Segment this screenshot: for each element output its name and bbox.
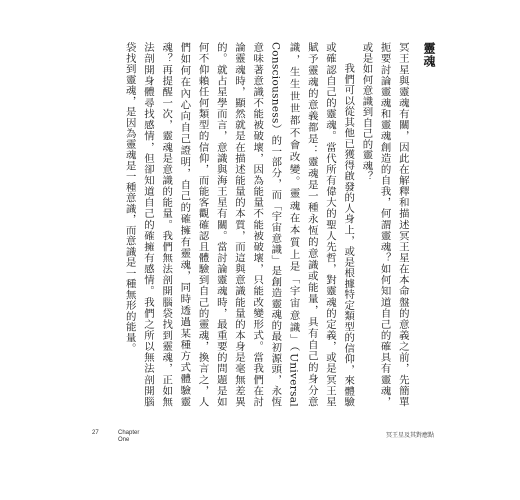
chapter-heading: 靈魂 (422, 42, 436, 68)
running-title: 冥王星及其對應點 (385, 432, 434, 439)
chapter-label-line2: One (118, 437, 130, 443)
vertical-text-body (78, 42, 438, 407)
page-number: 27 (92, 430, 99, 436)
chapter-label-line1: Chapter (118, 430, 140, 436)
paragraph-2: 我們可以從其他已獲得啟發的人身上，或是根據特定類型的信仰，來體驗或確認自己的靈魂。當代所有偉大的聖人先哲，對靈魂的定義，或是冥王星賦予靈魂的意義都是：靈魂是一種永恆的意識或能量，具有自己的身分意識，生生世世都不會改變。靈魂在本質上是「宇宙意識」（Universal Consciousness）的一部分，而「宇宙意識」是創造靈魂的最初源頭，永恆意味著意識不能被破壞，因為能量不能被破壞，只能改變形式。當我們在討論靈魂時，顯然就是在描述能量的本質，而這與意識能量的本身是毫無差異的。就占星學而言，意識與海王星有關。當討論靈魂時，最重要的問題是如何不仰賴任何類型的信仰，而能客觀確認且體驗到自己的靈魂，換言之，人們如何在內心向自己證明，自己的確擁有靈魂，同時透過某種方式體驗靈魂？再提醒一次，靈魂是意識的能量。我們無法剖開腦袋找到靈魂，正如無法剖開身體尋找感情，但卻知道自己的確擁有感情。我們之所以無法剖開腦袋找到靈魂，是因為靈魂是一種意識，而意識是一種無形的能量。 (123, 42, 355, 407)
paragraph-1: 冥王星與靈魂有關，因此在解釋和描述冥王星在本命盤的意義之前，先簡單扼要討論靈魂和靈魂創造的自我，何謂靈魂？如何知道自己的確具有靈魂，或是如何意識到自己的靈魂？ (360, 42, 409, 407)
chapter-label (118, 430, 139, 444)
